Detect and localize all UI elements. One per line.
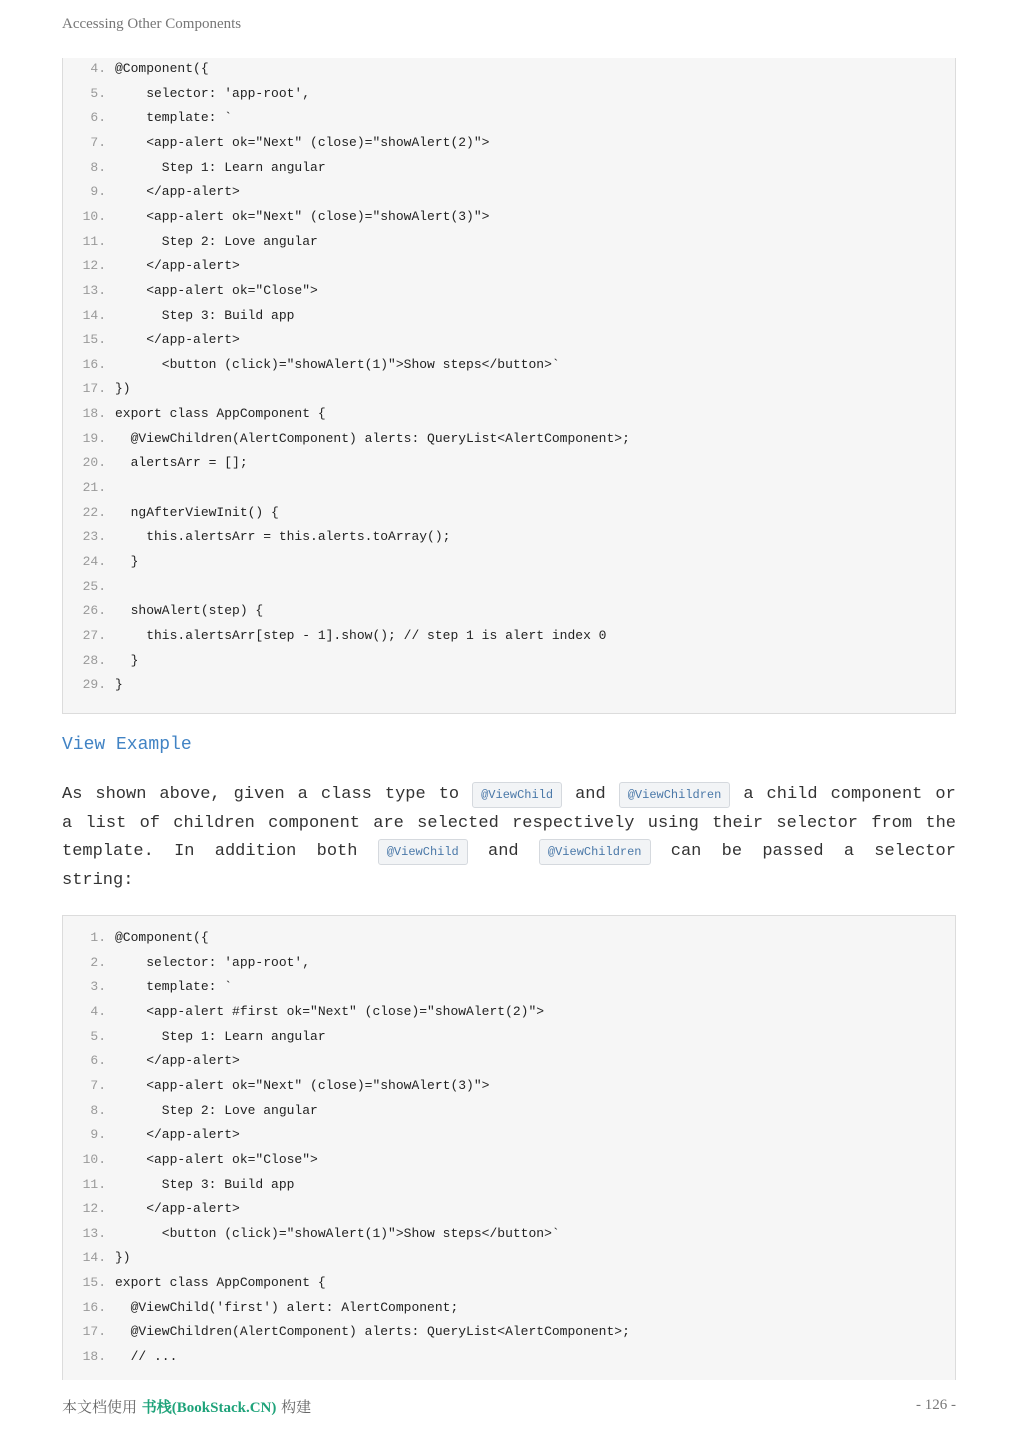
code-line <box>63 951 310 975</box>
word: addition <box>214 842 297 861</box>
line-number: 20. <box>82 455 106 471</box>
line-number: 11. <box>82 1176 106 1192</box>
word: be <box>721 842 743 861</box>
line-number: 16. <box>82 1299 106 1315</box>
line-number: 9. <box>90 184 106 200</box>
code-line <box>63 1246 131 1270</box>
line-number: 2. <box>90 954 106 970</box>
line-number: 12. <box>82 258 106 274</box>
word: template. <box>62 842 154 861</box>
paragraph-line-1 <box>62 781 956 810</box>
line-number: 10. <box>82 208 106 224</box>
line-number: 16. <box>82 356 106 372</box>
code-text: </app-alert> <box>115 1127 240 1143</box>
code-line <box>63 624 606 648</box>
code-text: } <box>115 554 139 569</box>
code-text: <app-alert ok="Close"> <box>115 1151 318 1167</box>
line-number: 27. <box>82 627 106 643</box>
code-line <box>63 106 232 130</box>
inline-code: @ViewChild <box>378 839 468 865</box>
line-number: 26. <box>82 603 106 619</box>
line-number: 25. <box>82 578 106 594</box>
code-text: Step 3: Build app <box>115 1176 295 1192</box>
code-text: Step 2: Love angular <box>115 233 318 249</box>
line-number: 23. <box>82 529 106 545</box>
code-line <box>63 57 209 81</box>
paragraph <box>62 781 956 895</box>
code-text: selector: 'app-root', <box>115 954 311 970</box>
line-number: 24. <box>82 554 106 569</box>
word: of <box>139 813 160 833</box>
footer-brand-link[interactable]: 书栈(BookStack.CN) <box>141 1400 277 1416</box>
line-number: 29. <box>82 677 106 693</box>
word: a <box>297 785 308 804</box>
code-line <box>63 82 310 106</box>
word: selector <box>776 813 858 833</box>
word: above, <box>159 785 221 804</box>
word: component <box>830 785 923 804</box>
code-text: <app-alert ok="Next" (close)="showAlert(3)"> <box>115 1077 490 1093</box>
word: component <box>268 813 360 833</box>
line-number: 14. <box>82 1250 106 1266</box>
word: shown <box>95 785 147 804</box>
word: given <box>233 785 285 804</box>
line-number: 7. <box>90 134 106 150</box>
page-number: - 126 - <box>916 1397 956 1413</box>
word: children <box>173 813 255 833</box>
code-text: } <box>115 652 139 668</box>
code-line <box>63 1025 326 1049</box>
word: the <box>925 813 956 833</box>
inline-code: @ViewChild <box>472 782 562 808</box>
code-line <box>63 1296 458 1320</box>
code-text: </app-alert> <box>115 332 240 348</box>
line-number: 13. <box>82 1225 106 1241</box>
code-line <box>63 180 240 204</box>
code-line <box>63 254 240 278</box>
view-example-link[interactable]: View Example <box>62 735 192 755</box>
line-number: 8. <box>90 1102 106 1118</box>
word: As <box>62 785 83 804</box>
line-number: 15. <box>82 1275 106 1291</box>
line-number: 6. <box>90 1053 106 1069</box>
code-line <box>63 279 318 303</box>
word: to <box>438 785 460 804</box>
word: selected <box>417 813 499 833</box>
word: passed <box>762 842 824 861</box>
word: class <box>320 785 372 804</box>
inline-code: @ViewChildren <box>539 839 651 865</box>
word: selector <box>874 842 956 861</box>
line-number: 10. <box>82 1151 106 1167</box>
line-number: 18. <box>82 406 106 422</box>
code-line <box>63 975 232 999</box>
line-number: 5. <box>90 1028 106 1044</box>
word: and <box>488 842 519 861</box>
paragraph-line-4 <box>62 867 956 896</box>
inline-code: @ViewChildren <box>619 782 731 808</box>
code-text: this.alertsArr[step - 1].show(); // step 1 is alert index 0 <box>115 627 607 643</box>
code-line <box>63 1074 489 1098</box>
code-text: <app-alert ok="Next" (close)="showAlert(3)"> <box>115 208 490 224</box>
word: are <box>373 813 404 833</box>
code-line <box>63 575 115 599</box>
code-line <box>63 353 560 377</box>
code-text: export class AppComponent { <box>115 406 326 422</box>
line-number: 11. <box>82 233 106 249</box>
code-text: alertsArr = []; <box>115 455 248 471</box>
line-number: 12. <box>82 1201 106 1217</box>
code-line <box>63 205 489 229</box>
footer-credit <box>62 1396 311 1417</box>
word: child <box>766 785 818 804</box>
code-text: selector: 'app-root', <box>115 85 311 101</box>
code-text: <app-alert #first ok="Next" (close)="showAlert(2)"> <box>115 1003 545 1019</box>
code-text: Step 2: Love angular <box>115 1102 318 1118</box>
code-line <box>63 427 630 451</box>
line-number: 3. <box>90 979 106 995</box>
code-line <box>63 476 115 500</box>
line-number: 17. <box>82 381 106 397</box>
code-text: this.alertsArr = this.alerts.toArray(); <box>115 529 451 545</box>
code-text: showAlert(step) { <box>115 603 264 619</box>
line-number: 18. <box>82 1349 106 1365</box>
line-number: 8. <box>90 159 106 175</box>
code-text: <button (click)="showAlert(1)">Show steps</button>` <box>115 1225 560 1241</box>
code-line <box>63 1320 630 1344</box>
code-line <box>63 377 131 401</box>
line-number: 9. <box>90 1127 106 1143</box>
code-line <box>63 550 138 574</box>
word: list <box>85 813 127 833</box>
footer-suffix: 构建 <box>276 1398 312 1416</box>
word: a <box>743 785 754 804</box>
word: or <box>935 785 956 804</box>
line-number: 4. <box>90 1003 106 1019</box>
code-line <box>63 501 279 525</box>
line-number: 22. <box>82 504 106 520</box>
code-text: Step 1: Learn angular <box>115 1028 326 1044</box>
code-line <box>63 1099 318 1123</box>
code-text: Step 3: Build app <box>115 307 295 323</box>
code-text: template: ` <box>115 979 233 995</box>
line-number: 17. <box>82 1324 106 1340</box>
code-text: </app-alert> <box>115 258 240 274</box>
code-text: <app-alert ok="Close"> <box>115 282 318 298</box>
code-line <box>63 304 294 328</box>
word: respectively <box>512 813 635 833</box>
code-line <box>63 451 248 475</box>
code-text: @ViewChild('first') alert: AlertComponent; <box>115 1299 459 1315</box>
code-line <box>63 673 123 697</box>
code-line <box>63 1000 544 1024</box>
paragraph-line-2 <box>62 810 956 839</box>
code-text: export class AppComponent { <box>115 1275 326 1291</box>
code-text: } <box>115 677 123 693</box>
code-text: template: ` <box>115 110 233 126</box>
word: from <box>871 813 913 833</box>
paragraph-line-3 <box>62 838 956 867</box>
line-number: 5. <box>90 85 106 101</box>
code-text: </app-alert> <box>115 1053 240 1069</box>
code-line <box>63 328 240 352</box>
word: both <box>316 842 358 861</box>
code-line <box>63 649 138 673</box>
code-block-top <box>62 58 956 714</box>
line-number: 15. <box>82 332 106 348</box>
code-text: <button (click)="showAlert(1)">Show steps</button>` <box>115 356 560 372</box>
line-number: 19. <box>82 430 106 446</box>
code-line <box>63 926 209 950</box>
line-number: 14. <box>82 307 106 323</box>
code-text: // ... <box>115 1349 178 1365</box>
footer-prefix: 本文档使用 <box>62 1398 142 1416</box>
line-number: 21. <box>82 480 106 496</box>
code-text: <app-alert ok="Next" (close)="showAlert(2)"> <box>115 134 490 150</box>
word: their <box>712 813 764 833</box>
code-text: @Component({ <box>115 930 209 945</box>
line-number: 4. <box>90 61 106 76</box>
line-number: 1. <box>90 930 106 945</box>
code-line <box>63 1049 240 1073</box>
code-line <box>63 599 263 623</box>
code-text: @Component({ <box>115 61 209 76</box>
code-line <box>63 230 318 254</box>
word: using <box>647 813 699 833</box>
code-line <box>63 1197 240 1221</box>
word: type <box>384 785 426 804</box>
word: and <box>575 785 606 804</box>
code-line <box>63 1123 240 1147</box>
line-number: 28. <box>82 652 106 668</box>
code-text: ngAfterViewInit() { <box>115 504 279 520</box>
code-line <box>63 1148 318 1172</box>
code-line <box>63 402 326 426</box>
word: a <box>62 813 73 833</box>
code-text: }) <box>115 381 131 397</box>
code-text: </app-alert> <box>115 184 240 200</box>
code-text: Step 1: Learn angular <box>115 159 326 175</box>
line-number: 7. <box>90 1077 106 1093</box>
line-number: 6. <box>90 110 106 126</box>
code-line <box>63 1271 326 1295</box>
code-line <box>63 131 489 155</box>
word: can <box>670 842 702 861</box>
code-line <box>63 1222 560 1246</box>
word: In <box>174 842 195 861</box>
running-header: Accessing Other Components <box>62 16 242 32</box>
code-text: @ViewChildren(AlertComponent) alerts: QueryList<AlertComponent>; <box>115 430 630 446</box>
code-text: @ViewChildren(AlertComponent) alerts: QueryList<AlertComponent>; <box>115 1324 630 1340</box>
code-text: </app-alert> <box>115 1201 240 1217</box>
word: a <box>843 842 855 861</box>
code-line <box>63 1345 177 1369</box>
code-line <box>63 525 450 549</box>
code-line <box>63 156 326 180</box>
code-block-bottom <box>62 915 956 1380</box>
code-line <box>63 1173 294 1197</box>
line-number: 13. <box>82 282 106 298</box>
code-text: }) <box>115 1250 131 1266</box>
paragraph-line-4-text: string: <box>62 870 134 890</box>
